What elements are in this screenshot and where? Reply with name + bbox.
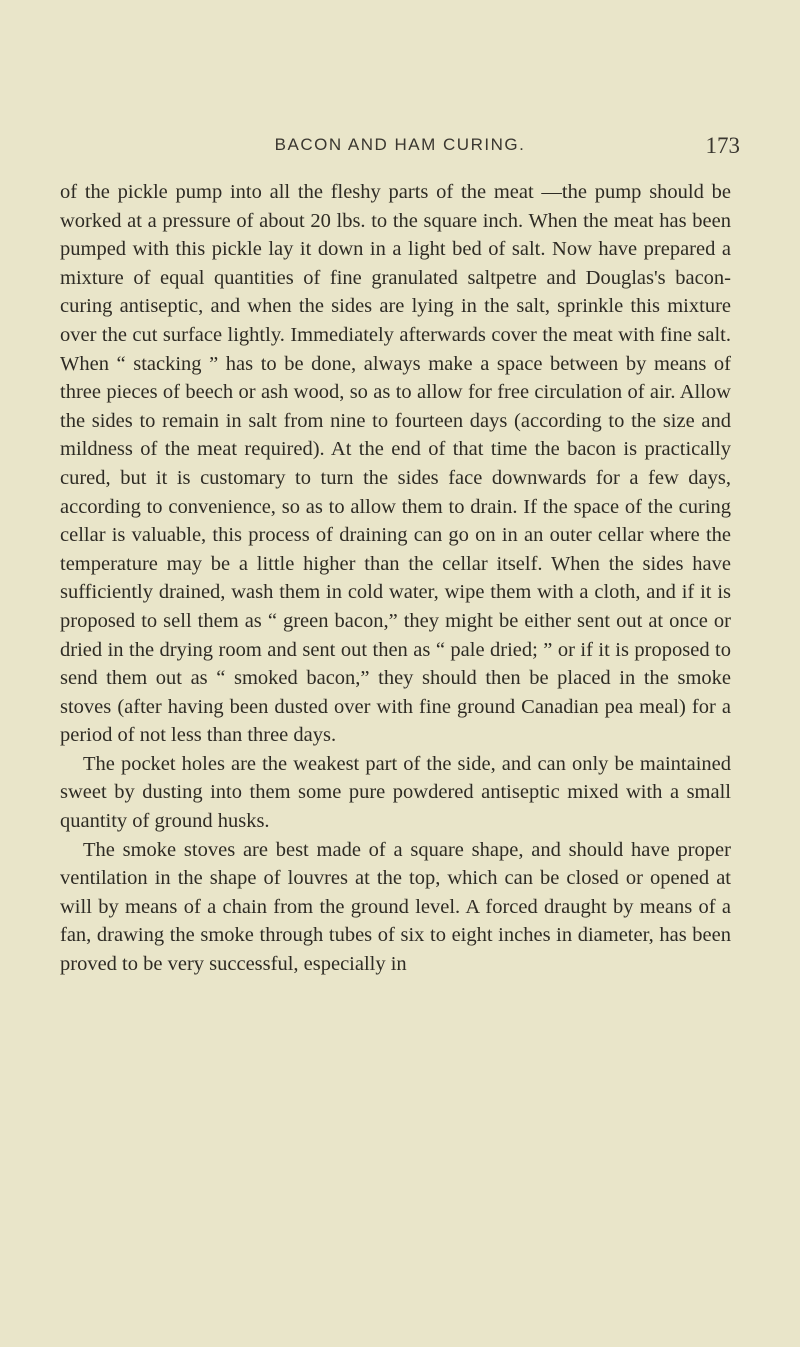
paragraph-smoke-stoves: The smoke stoves are best made of a square shape, and should have proper ventilation in the shape of louvres at the top, which can be closed or opened at will by means of a chain from the ground level. A forced draught by means of a fan, drawing the smoke through tubes of six to eight inches in diameter, has been proved to be very successful, especially in — [60, 838, 731, 976]
paragraph-pocket-holes: The pocket holes are the weakest part of the side, and can only be maintained sweet by dusting into them some pure powdered antiseptic mixed with a small quantity of ground husks. — [60, 752, 731, 833]
page-number: 173 — [705, 133, 740, 158]
paragraph-continued: of the pickle pump into all the fleshy parts of the meat —the pump should be worked at a pressure of about 20 lbs. to the square inch. When the meat has been pumped with this pickle lay it down in a light bed of salt. Now have prepared a mixture of equal quantities of fine granulated saltpetre and Douglas's bacon-curing antiseptic, and when the sides are lying in the salt, sprinkle this mixture over the cut surface lightly. Immediately afterwards cover the meat with fine salt. When “ stacking ” has to be done, always make a space between by means of three pieces of beech or ash wood, so as to allow for free circulation of air. Allow the sides to remain in salt from nine to fourteen days (according to the size and mildness of the meat required). At the end of that time the bacon is practically cured, but it is customary to turn the sides face downwards for a few days, according to convenience, so as to allow them to drain. If the space of the curing cellar is valuable, this process of draining can go on in an outer cellar where the temperature may be a little higher than the cellar itself. When the sides have sufficiently drained, wash them in cold water, wipe them with a cloth, and if it is proposed to sell them as “ green bacon,” they might be either sent out at once or dried in the drying room and sent out then as “ pale dried; ” or if it is proposed to send them out as “ smoked bacon,” they should then be placed in the smoke stoves (after having been dusted over with fine ground Canadian pea meal) for a period of not less than three days. — [60, 181, 731, 747]
body-text — [60, 178, 731, 979]
running-header — [60, 135, 740, 165]
running-title: BACON AND HAM CURING. — [274, 135, 526, 154]
